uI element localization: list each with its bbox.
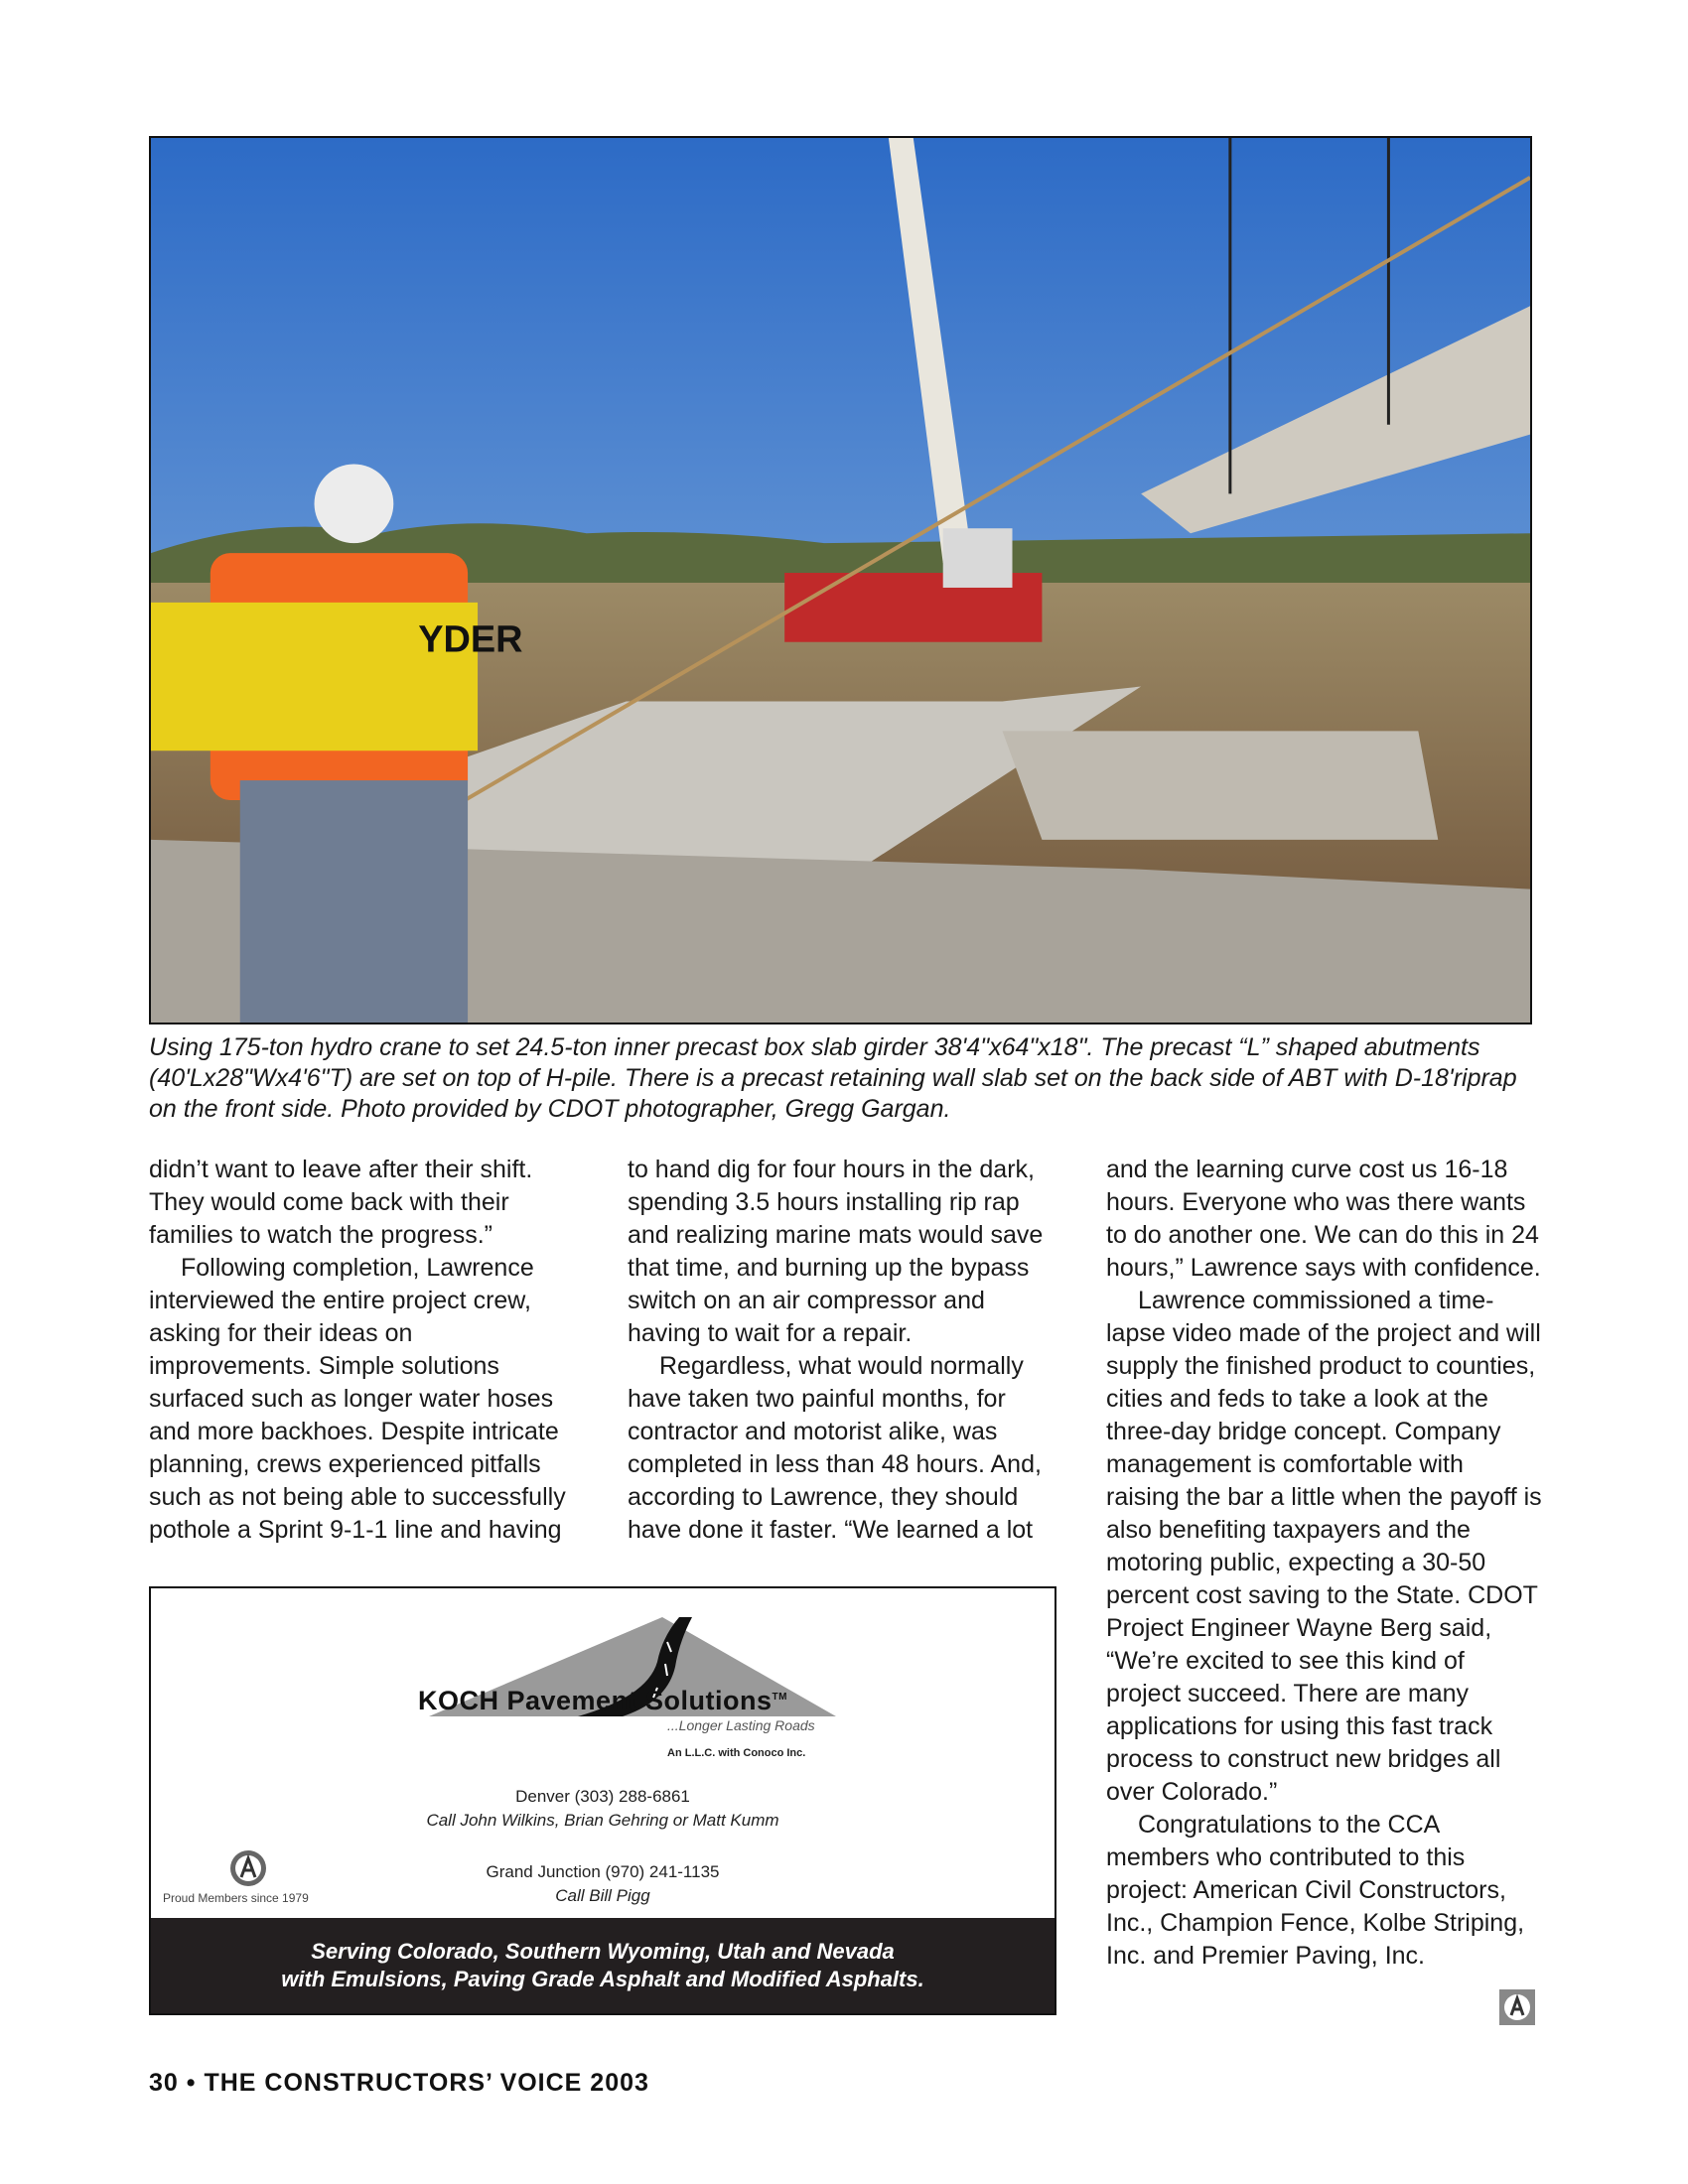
article-column-3 xyxy=(1106,1154,1543,1973)
ad-brand: KOCH Pavement Solutions™ xyxy=(417,1686,787,1715)
paragraph: Following completion, Lawrence interviewed the entire project crew, asking for their ideas on improvements. Simple solutions surfaced such as longer water hoses and more backhoes. Despite intricate planning, crews experienced pitfalls such as not being able to successfully pothole a Sprint 9-1-1 line and having xyxy=(149,1254,566,1544)
paragraph: Congratulations to the CCA members who contributed to this project: American Civil Constructors, Inc., Champion Fence, Kolbe Striping, Inc. and Premier Paving, Inc. xyxy=(1106,1811,1525,1970)
paragraph: Lawrence commissioned a time-lapse video made of the project and will supply the finished product to counties, cities and feds to take a look at the three-day bridge concept. Company management is comfortable with raising the bar a little when the payoff is also benefiting taxpayers and the motoring public, expecting a 30-50 percent cost saving to the State. CDOT Project Engineer Wayne Berg said, “We’re excited to see this kind of project succeed. There are many applications for using this fast track process to construct new bridges all over Colorado.” xyxy=(1106,1287,1542,1806)
ad-denver-contacts: Call John Wilkins, Brian Gehring or Matt Kumm xyxy=(426,1811,779,1830)
ad-gj-contact: Call Bill Pigg xyxy=(555,1886,650,1905)
ad-llc: An L.L.C. with Conoco Inc. xyxy=(667,1747,806,1759)
ad-denver-phone: Denver (303) 288-6861 xyxy=(515,1787,690,1806)
page-footer: 30 • THE CONSTRUCTORS’ VOICE 2003 xyxy=(149,2069,649,2097)
ad-service-band xyxy=(151,1918,1055,2013)
paragraph: didn’t want to leave after their shift. They would come back with their families to watch the progress.” xyxy=(149,1156,533,1249)
ad-tagline: ...Longer Lasting Roads xyxy=(667,1717,815,1733)
photo-illustration xyxy=(151,138,1530,1023)
truck-sign: YDER xyxy=(418,618,523,661)
ad-members-since: Proud Members since 1979 xyxy=(163,1891,309,1905)
ad-band-line-2: with Emulsions, Paving Grade Asphalt and Modified Asphalts. xyxy=(281,1967,924,1991)
koch-advertisement xyxy=(149,1586,1056,2015)
cca-member-icon xyxy=(228,1848,268,1888)
paragraph: and the learning curve cost us 16-18 hours. Everyone who was there wants to do another one. We can do this in 24 hours,” Lawrence says with confidence. xyxy=(1106,1156,1541,1282)
photo-caption: Using 175-ton hydro crane to set 24.5-ton inner precast box slab girder 38'4"x64"x18". The precast “L” shaped abutments (40'Lx28"Wx4'6"T) are set on top of H-pile. There is a precast retaining wall slab set on the back side of ABT with D-18'riprap on the front side. Photo provided by CDOT photographer, Gregg Gargan. xyxy=(149,1033,1517,1123)
construction-photo xyxy=(149,136,1532,1024)
article-column-1 xyxy=(149,1154,578,1547)
article-column-2 xyxy=(628,1154,1056,1547)
ad-grand-junction-phone: Grand Junction (970) 241-1135 xyxy=(486,1862,720,1881)
paragraph: to hand dig for four hours in the dark, spending 3.5 hours installing rip rap and realizing marine mats would save that time, and burning up the bypass switch on an air compressor and having to wait for a repair. xyxy=(628,1156,1044,1347)
paragraph: Regardless, what would normally have taken two painful months, for contractor and motorist alike, was completed in less than 48 hours. And, according to Lawrence, they should have done it faster. “We learned a lot xyxy=(628,1352,1042,1544)
ad-band-line-1: Serving Colorado, Southern Wyoming, Utah and Nevada xyxy=(311,1939,895,1964)
article-end-icon xyxy=(1499,1989,1535,2025)
